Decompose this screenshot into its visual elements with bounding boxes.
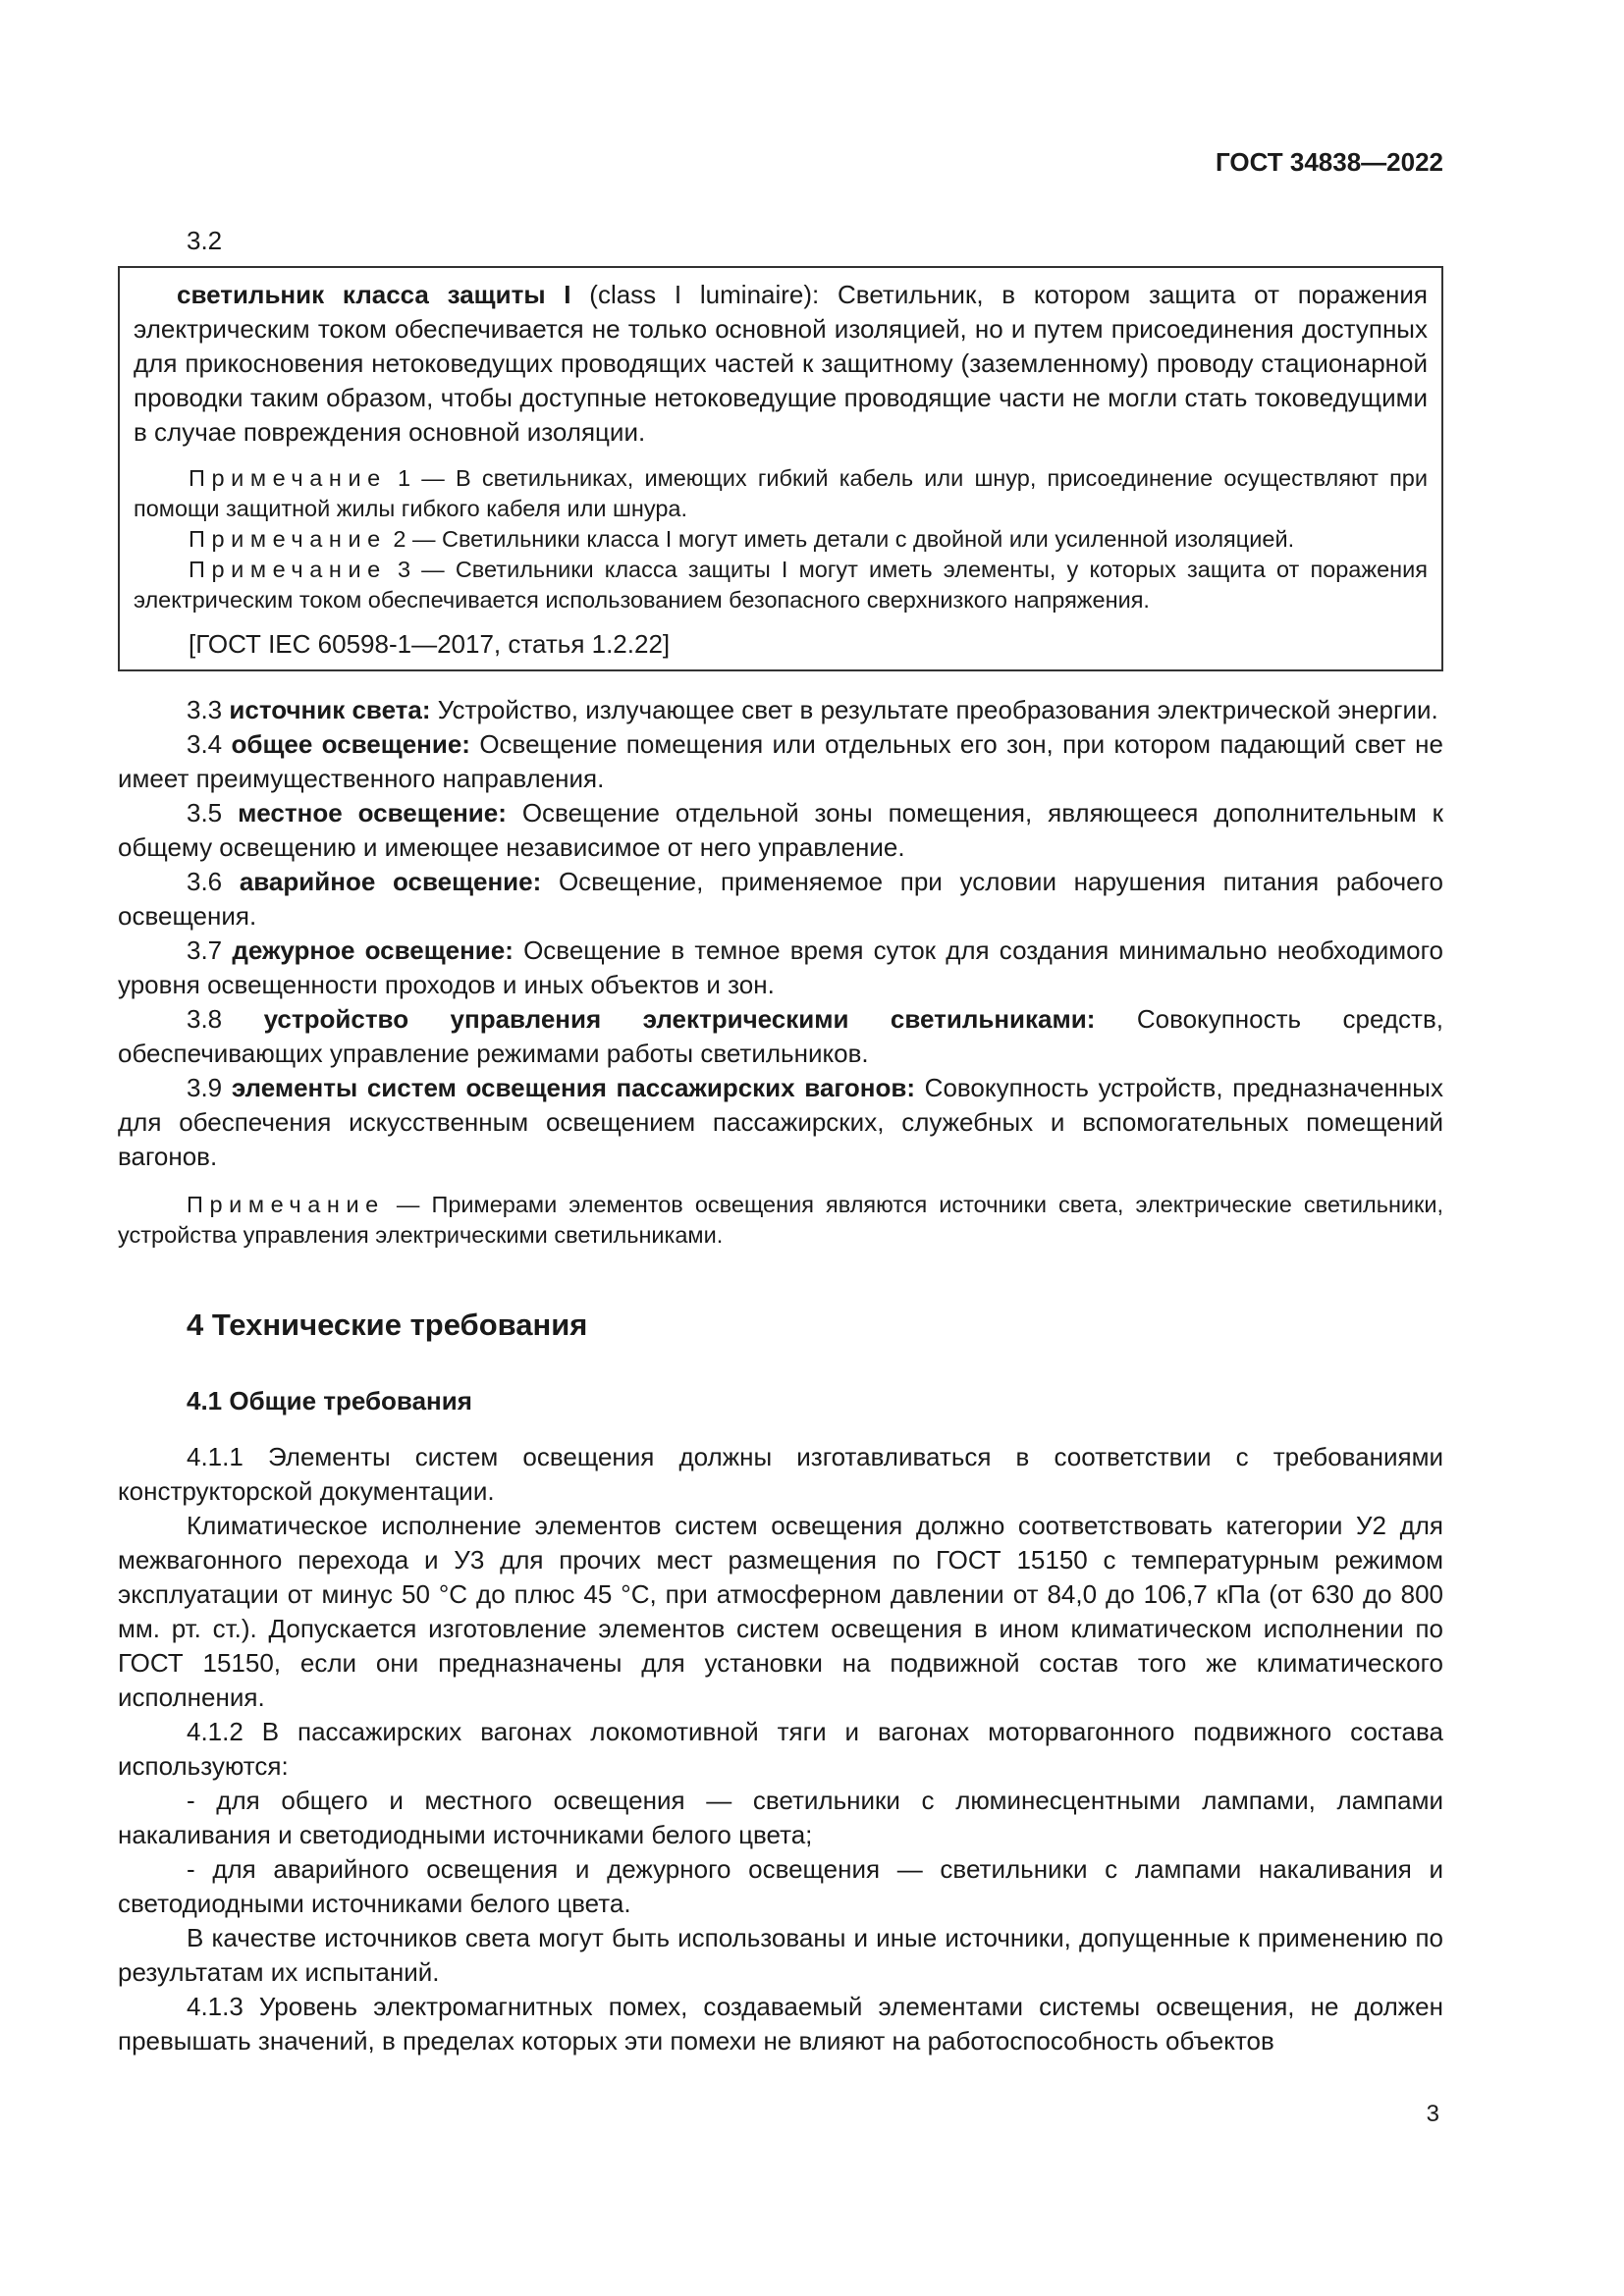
term-definition: Освещение отдельной зоны помещения, являющееся дополнительным к общему освещению и имеющее независимое от него управление. <box>118 798 1443 862</box>
definition-box <box>118 266 1443 671</box>
term-definition: Устройство, излучающее свет в результате преобразования электрической энергии. <box>430 695 1438 724</box>
term: элементы систем освещения пассажирских вагонов: <box>231 1073 915 1102</box>
term-number: 3.3 <box>187 695 230 724</box>
term-number: 3.7 <box>187 935 233 965</box>
term-definition: Освещение в темное время суток для создания минимально необходимого уровня освещенности проходов и иных объектов и зон. <box>118 935 1443 999</box>
term-item <box>118 934 1443 1002</box>
note-label: Примечание <box>189 557 387 582</box>
term: аварийное освещение: <box>239 867 542 896</box>
section-heading: 4 Технические требования <box>187 1308 588 1342</box>
term-item <box>118 727 1443 796</box>
term-definition: Совокупность средств, обеспечивающих управление режимами работы светильников. <box>118 1004 1443 1068</box>
term: общее освещение: <box>231 729 470 759</box>
term: источник света: <box>229 695 431 724</box>
definition-3-2 <box>134 278 1428 450</box>
term: устройство управления электрическими светильниками: <box>263 1004 1096 1034</box>
term-number: 3.6 <box>187 867 240 896</box>
paragraph: Климатическое исполнение элементов систем освещения должно соответствовать категории У2 для межвагонного перехода и У3 для прочих мест размещения по ГОСТ 15150 с температурным режимом эксплуатации от минус 50 °С до плюс 45 °С, при атмосферном давлении от 84,0 до 106,7 кПа (от 630 до 800 мм. рт. ст.). Допускается изготовление элементов систем освещения в ином климатическом исполнении по ГОСТ 15150, если они предназначены для установки на подвижной состав того же климатического исполнения. <box>118 1511 1443 1712</box>
definition-text: (class I luminaire): Светильник, в котором защита от поражения электрическим током обеспечивается не только основной изоляцией, но и путем присоединения доступных для прикосновения нетоковедущих проводящих частей к защитному (заземленному) проводу стационарной проводки таким образом, чтобы доступные нетоковедущие проводящие части не могли стать токоведущими в случае повреждения основной изоляции. <box>134 280 1429 447</box>
note-1 <box>134 463 1428 524</box>
note-text: 2 — Светильники класса I могут иметь детали с двойной или усиленной изоляцией. <box>386 526 1295 552</box>
list-item: - для общего и местного освещения — светильники с люминесцентными лампами, лампами накаливания и светодиодными источниками белого цвета; <box>118 1786 1443 1849</box>
page-number: 3 <box>1426 2101 1439 2127</box>
paragraph: 4.1.3 Уровень электромагнитных помех, создаваемый элементами системы освещения, не должен превышать значений, в пределах которых эти помехи не влияют на работоспособность объектов <box>118 1992 1443 2056</box>
paragraph: 4.1.1 Элементы систем освещения должны изготавливаться в соответствии с требованиями конструкторской документации. <box>118 1442 1443 1506</box>
term-item <box>118 693 1443 727</box>
term-item <box>118 796 1443 865</box>
notes-block <box>134 463 1428 615</box>
section-note <box>118 1190 1443 1251</box>
note <box>118 1190 1443 1251</box>
term-definition: Совокупность устройств, предназначенных для обеспечения искусственным освещением пассажирских, служебных и вспомогательных помещений вагонов. <box>118 1073 1443 1171</box>
term-item <box>118 1071 1443 1174</box>
document-body <box>118 224 1443 2058</box>
document-header: ГОСТ 34838—2022 <box>1216 147 1443 177</box>
terms-list <box>118 693 1443 1174</box>
term-definition: Освещение помещения или отдельных его зон, при котором падающий свет не имеет преимущественного направления. <box>118 729 1443 793</box>
section-4-text <box>118 1440 1443 2058</box>
note-text: 1 — В светильниках, имеющих гибкий кабель или шнур, присоединение осуществляют при помощи защитной жилы гибкого кабеля или шнура. <box>134 465 1428 521</box>
term-number: 3.9 <box>187 1073 232 1102</box>
term: местное освещение: <box>238 798 507 828</box>
note-3 <box>134 555 1428 615</box>
term: светильник класса защиты I <box>177 280 571 309</box>
term-item <box>118 865 1443 934</box>
term-number: 3.8 <box>187 1004 264 1034</box>
paragraph: 4.1.2 В пассажирских вагонах локомотивной тяги и вагонах моторвагонного подвижного состава используются: <box>118 1717 1443 1781</box>
list-item: - для аварийного освещения и дежурного освещения — светильники с лампами накаливания и светодиодными источниками белого цвета. <box>118 1854 1443 1918</box>
note-text: — Примерами элементов освещения являются источники света, электрические светильники, устройства управления электрическими светильниками. <box>118 1192 1443 1248</box>
note-label: Примечание <box>189 465 387 491</box>
clause-number-3-2: 3.2 <box>187 226 223 255</box>
note-text: 3 — Светильники класса защиты I могут иметь элементы, у которых защита от поражения электрическим током обеспечивается использованием безопасного сверхнизкого напряжения. <box>134 557 1428 613</box>
term-item <box>118 1002 1443 1071</box>
note-label: Примечание <box>187 1192 385 1217</box>
term-definition: Освещение, применяемое при условии нарушения питания рабочего освещения. <box>118 867 1443 931</box>
subsection-heading: 4.1 Общие требования <box>187 1386 472 1415</box>
term-number: 3.5 <box>187 798 239 828</box>
term: дежурное освещение: <box>232 935 514 965</box>
note-label: Примечание <box>189 526 387 552</box>
note-2 <box>134 524 1428 555</box>
term-number: 3.4 <box>187 729 232 759</box>
reference: [ГОСТ IEC 60598-1—2017, статья 1.2.22] <box>189 629 671 659</box>
paragraph: В качестве источников света могут быть использованы и иные источники, допущенные к применению по результатам их испытаний. <box>118 1923 1443 1987</box>
